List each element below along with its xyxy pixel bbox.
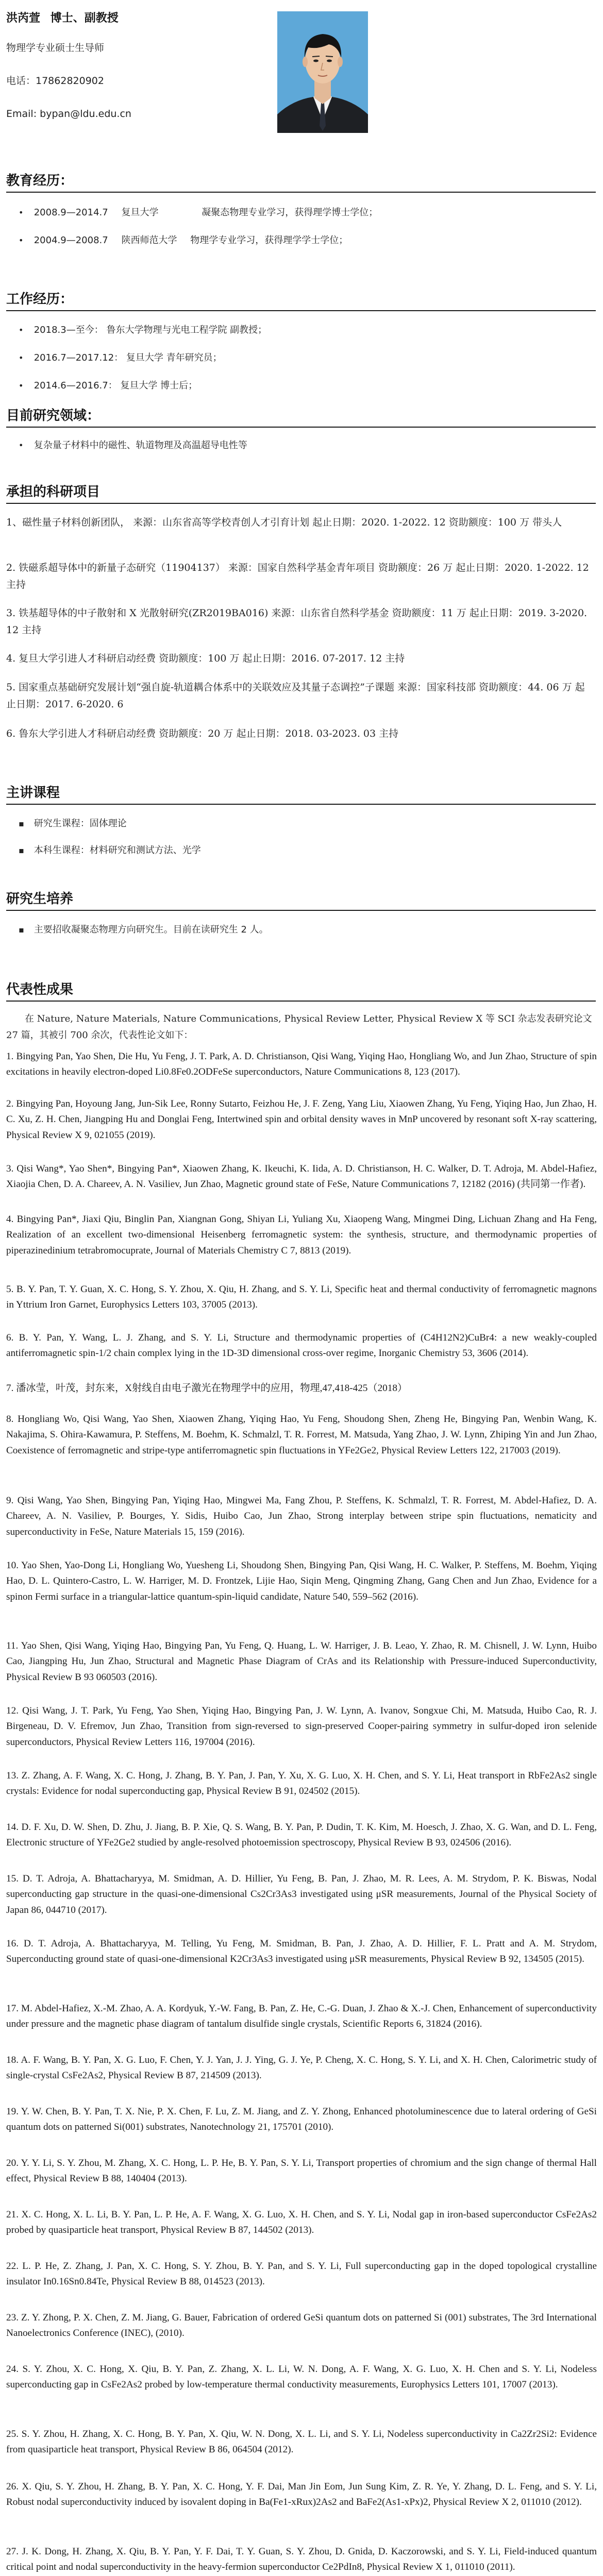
publication-item: 22. L. P. He, Z. Zhang, J. Pan, X. C. Hong, S. Y. Zhou, B. Y. Pan, and S. Y. Li, Full superconducting gap in the doped topological crystalline insulator In0.16Sn0.84Te, Physical Review B 88, 014523 (2013). <box>6 2261 597 2287</box>
profile-header <box>0 0 603 170</box>
publication-item: 16. D. T. Adroja, A. Bhattacharyya, M. Telling, Yu Feng, M. Smidman, B. Pan, J. Zhao, A. D. Hillier, F. L. Pratt and A. M. Strydom, Superconducting ground state of quasi-one-dimensional K2Cr3As3 investigated using μSR measurements, Physical Review B 92, 134505 (2015). <box>6 1938 597 1965</box>
research-rule <box>6 427 596 428</box>
work-item <box>19 350 222 364</box>
students-rule <box>6 910 596 911</box>
research-item <box>19 438 247 451</box>
work-item <box>19 378 197 392</box>
publication-item: 19. Y. W. Chen, B. Y. Pan, T. X. Nie, P. X. Chen, F. Lu, Z. M. Jiang, and Z. Y. Zhong, Enhanced photoluminescence due to lateral ordering of GeSi quantum dots on patterned Si(001) substrates, Nanotechnology 21, 175701 (2010). <box>6 2106 597 2133</box>
publications-heading: 代表性成果 <box>6 982 74 997</box>
bullet-icon: • <box>19 440 24 450</box>
bullet-icon: • <box>19 208 24 217</box>
publication-item: 17. M. Abdel-Hafiez, X.-M. Zhao, A. A. Kordyuk, Y.-W. Fang, B. Pan, Z. He, C.-G. Duan, J. Zhao & X.-J. Chen, Enhancement of superconductivity under pressure and the magnetic phase diagram of tantalum disulfide single crystals, Scientific Reports 6, 31824 (2016). <box>6 2003 597 2030</box>
publication-item: 2. Bingying Pan, Hoyoung Jang, Jun-Sik Lee, Ronny Sutarto, Feizhou He, J. F. Zeng, Yang Liu, Xiaowen Zhang, Yu Feng, Yiqing Hao, Jun Zhao, H. C. Xu, Z. H. Chen, Jiangping Hu and Donglai Feng, Intertwined spin and orbital density waves in MnP uncovered by resonant soft X-ray scattering, Physical Review X 9, 021055 (2019). <box>6 1098 597 1141</box>
publication-item: 8. Hongliang Wo, Qisi Wang, Yao Shen, Xiaowen Zhang, Yiqing Hao, Yu Feng, Shoudong Shen, Zheng He, Bingying Pan, Wenbin Wang, K. Nakajima, S. Ohira-Kawamura, P. Steffens, M. Boehm, K. Schmalzl, T. R. Forrest, M. Matsuda, Yang Zhao, J. W. Lynn, Zhiping Yin and Jun Zhao, Coexistence of ferromagnetic and stripe-type antiferromagnetic spin fluctuations in YFe2Ge2, Physical Review Letters 122, 217003 (2019). <box>6 1414 597 1456</box>
person-name: 洪芮萱 <box>6 12 41 25</box>
publication-item: 13. Z. Zhang, A. F. Wang, X. C. Hong, J. Zhang, B. Y. Pan, J. Pan, Y. Xu, X. G. Luo, X. H. Chen, and S. Y. Li, Heat transport in RbFe2As2 single crystals: Evidence for nodal superconducting gap, Physical Review B 91, 024502 (2015). <box>6 1770 597 1797</box>
bullet-icon: • <box>19 325 24 335</box>
work-period: 2016.7—2017.12： <box>34 352 124 363</box>
work-detail: 复旦大学 博士后； <box>120 380 198 391</box>
students-heading: 研究生培养 <box>6 891 74 907</box>
work-heading: 工作经历： <box>6 292 74 307</box>
work-detail: 鲁东大学物理与光电工程学院 副教授； <box>106 325 267 335</box>
advisor-role: 物理学专业硕士生导师 <box>6 42 105 54</box>
publication-item: 4. Bingying Pan*, Jiaxi Qiu, Binglin Pan, Xiangnan Gong, Shiyan Li, Yuliang Xu, Xiaopeng Wang, Mingmei Ding, Lichuan Zhang and Ha Feng, Realization of an excellent two-dimensional Heisenberg ferromagnetic system: the synthesis, structure, and thermodynamic properties of piperazinedinium tetrabromocuprate, Journal of Materials Chemistry C 7, 8813 (2019). <box>6 1214 597 1256</box>
publication-item: 10. Yao Shen, Yao-Dong Li, Hongliang Wo, Yuesheng Li, Shoudong Shen, Bingying Pan, Qisi Wang, H. C. Walker, P. Steffens, M. Boehm, Yiqing Hao, D. L. Quintero-Castro, L. W. Harriger, M. D. Frontzek, Lijie Hao, Siqin Meng, Qingming Zhang, Gang Chen and Jun Zhao, Evidence for a spinon Fermi surface in a triangular-lattice quantum-spin-liquid candidate, Nature 540, 559–562 (2016). <box>6 1560 597 1602</box>
teaching-item <box>19 816 127 829</box>
bullet-icon: ▪ <box>19 819 24 828</box>
publication-item: 6. B. Y. Pan, Y. Wang, L. J. Zhang, and S. Y. Li, Structure and thermodynamic properties of (C4H12N2)CuBr4: a new weakly-coupled antiferromagnetic spin-1/2 chain complex lying in the 1D-3D dimensional cross-over regime, Inorganic Chemistry 53, 3606 (2014). <box>6 1332 597 1359</box>
research-detail: 复杂量子材料中的磁性、轨道物理及高温超导电性等 <box>34 440 247 451</box>
publication-item: 24. S. Y. Zhou, X. C. Hong, X. Qiu, B. Y. Pan, Z. Zhang, X. L. Li, W. N. Dong, A. F. Wang, X. G. Luo, X. H. Chen and S. Y. Li, Nodeless superconducting gap in CsFe2As2 probed by low-temperature thermal conductivity measurements, Europhysics Letters 101, 17007 (2013). <box>6 2364 597 2391</box>
education-period: 2004.9—2008.7 <box>34 235 108 246</box>
publication-item: 11. Yao Shen, Qisi Wang, Yiqing Hao, Bingying Pan, Yu Feng, Q. Huang, L. W. Harriger, J. B. Leao, Y. Zhao, R. M. Chisnell, J. W. Lynn, Huibo Cao, Jiangping Hu, Jun Zhao, Structural and Magnetic Phase Diagram of CrAs and its Relationship with Pressure-induced Superconductivity, Physical Review B 93 060503 (2016). <box>6 1640 597 1683</box>
work-period: 2018.3—至今： <box>34 325 104 335</box>
publication-item: 21. X. C. Hong, X. L. Li, B. Y. Pan, L. P. He, A. F. Wang, X. G. Luo, X. H. Chen, and S. Y. Li, Nodal gap in iron-based superconductor CsFe2As2 probed by quasiparticle heat transport, Physical Review B 87, 144502 (2013). <box>6 2209 597 2236</box>
teaching-detail: 本科生课程：材料研究和测试方法、光学 <box>34 845 201 856</box>
publication-item: 12. Qisi Wang, J. T. Park, Yu Feng, Yao Shen, Yiqing Hao, Bingying Pan, J. W. Lynn, A. Ivanov, Songxue Chi, M. Matsuda, Huibo Cao, R. J. Birgeneau, D. V. Efremov, Jun Zhao, Transition from sign-reversed to sign-preserved Cooper-pairing symmetry in sulfur-doped iron selenide superconductors, Physical Review Letters 116, 197004 (2016). <box>6 1705 597 1748</box>
publication-item: 5. B. Y. Pan, T. Y. Guan, X. C. Hong, S. Y. Zhou, X. Qiu, H. Zhang, and S. Y. Li, Specific heat and thermal conductivity of ferromagnetic magnons in Yttrium Iron Garnet, Europhysics Letters 103, 37005 (2013). <box>6 1284 597 1311</box>
project-item: 2. 铁磁系超导体中的新量子态研究（11904137） 来源：国家自然科学基金青年项目 资助额度：26 万 起止日期：2020. 1-2022. 12 主持 <box>6 562 589 591</box>
publication-item: 23. Z. Y. Zhong, P. X. Chen, Z. M. Jiang, G. Bauer, Fabrication of ordered GeSi quantum dots on patterned Si (001) substrates, The 3rd International Nanoelectronics Conference (INEC), (2010). <box>6 2312 597 2339</box>
project-item: 4. 复旦大学引进人才科研启动经费 资助额度：100 万 起止日期：2016. 07-2017. 12 主持 <box>6 653 405 664</box>
publication-item: 26. X. Qiu, S. Y. Zhou, H. Zhang, B. Y. Pan, X. C. Hong, Y. F. Dai, Man Jin Eom, Jun Sung Kim, Z. R. Ye, Y. Zhang, D. L. Feng, and S. Y. Li, Robust nodal superconductivity induced by isovalent doping in Ba(Fe1-xRux)2As2 and BaFe2(As1-xPx)2, Physical Review X 2, 011010 (2012). <box>6 2481 597 2508</box>
education-item <box>19 205 378 218</box>
education-rule <box>6 192 596 193</box>
teaching-rule <box>6 804 596 805</box>
publication-item: 3. Qisi Wang*, Yao Shen*, Bingying Pan*, Xiaowen Zhang, K. Ikeuchi, K. Iida, A. D. Christianson, H. C. Walker, D. T. Adroja, M. Abdel-Hafiez, Xiaojia Chen, D. A. Chareev, A. N. Vasiliev, Jun Zhao, Magnetic ground state of FeSe, Nature Communications 7, 12182 (2016) (共同第一作者). <box>6 1163 597 1190</box>
publication-item: 1. Bingying Pan, Yao Shen, Die Hu, Yu Feng, J. T. Park, A. D. Christianson, Qisi Wang, Yiqing Hao, Hongliang Wo, and Jun Zhao, Structure of spin excitations in heavily electron-doped Li0.8Fe0.2ODFeSe superconductors, Nature Communications 8, 123 (2017). <box>6 1051 597 1078</box>
publication-item: 25. S. Y. Zhou, H. Zhang, X. C. Hong, B. Y. Pan, X. Qiu, W. N. Dong, X. L. Li, and S. Y. Li, Nodeless superconductivity in Ca2Zr2Si2: Evidence from quasiparticle heat transport, Physical Review B 86, 064504 (2012). <box>6 2429 597 2455</box>
email-address: Email: bypan@ldu.edu.cn <box>6 108 131 120</box>
bullet-icon: • <box>19 353 24 363</box>
bullet-icon: ▪ <box>19 845 24 855</box>
work-detail: 复旦大学 青年研究员； <box>126 352 222 363</box>
project-item: 1、磁性量子材料创新团队， 来源：山东省高等学校青创人才引育计划 起止日期：2020. 1-2022. 12 资助额度：100 万 带头人 <box>6 517 562 528</box>
work-period: 2014.6—2016.7： <box>34 380 118 391</box>
publication-item: 18. A. F. Wang, B. Y. Pan, X. G. Luo, F. Chen, Y. J. Yan, J. J. Ying, G. J. Ye, P. Cheng, X. C. Hong, S. Y. Li, and X. H. Chen, Calorimetric study of single-crystal CsFe2As2, Physical Review B 87, 214509 (2013). <box>6 2055 597 2081</box>
education-detail: 凝聚态物理专业学习，获得理学博士学位； <box>202 207 378 218</box>
research-heading: 目前研究领域： <box>6 408 100 423</box>
teaching-detail: 研究生课程：固体理论 <box>34 818 127 829</box>
education-school: 陕西师范大学 <box>121 235 177 246</box>
education-item <box>19 233 348 246</box>
work-rule <box>6 310 596 311</box>
bullet-icon: ▪ <box>19 925 24 935</box>
students-detail: 主要招收凝聚态物理方向研究生。目前在读研究生 2 人。 <box>34 924 269 935</box>
education-school: 复旦大学 <box>121 207 159 218</box>
publication-item: 7. 潘冰莹，叶茂，封东来，X射线自由电子激光在物理学中的应用，物理,47,418-425（2018） <box>6 1383 408 1394</box>
publication-item: 15. D. T. Adroja, A. Bhattacharyya, M. Smidman, A. D. Hillier, Yu Feng, B. Pan, J. Zhao, M. R. Lees, A. M. Strydom, P. K. Biswas, Nodal superconducting gap structure in the quasi-one-dimensional Cs2Cr3As3 investigated using μSR measurements, Journal of the Physical Society of Japan 86, 044710 (2017). <box>6 1873 597 1916</box>
bullet-icon: • <box>19 381 24 391</box>
students-item <box>19 922 269 936</box>
projects-heading: 承担的科研项目 <box>6 484 100 500</box>
project-item: 5. 国家重点基础研究发展计划“强自旋-轨道耦合体系中的关联效应及其量子态调控”子课题 来源：国家科技部 资助额度：44. 06 万 起止日期：2017. 6-2020. 6 <box>6 682 585 710</box>
profile-photo <box>277 11 368 133</box>
project-item: 6. 鲁东大学引进人才科研启动经费 资助额度：20 万 起止日期：2018. 03-2023. 03 主持 <box>6 728 399 739</box>
publication-item: 14. D. F. Xu, D. W. Shen, D. Zhu, J. Jiang, B. P. Xie, Q. S. Wang, B. Y. Pan, P. Dudin, T. K. Kim, M. Hoesch, J. Zhao, X. G. Wan, and D. L. Feng, Electronic structure of YFe2Ge2 studied by angle-resolved photoemission spectroscopy, Physical Review B 93, 024506 (2016). <box>6 1822 597 1849</box>
publications-intro: 在 Nature, Nature Materials, Nature Communications, Physical Review Letter, Physical Review X 等 SCI 杂志发表研究论文 27 篇，其被引 700 余次，代表性论文如下： <box>6 1013 592 1041</box>
publication-item: 20. Y. Y. Li, S. Y. Zhou, M. Zhang, X. C. Hong, L. P. He, B. Y. Pan, S. Y. Li, Transport properties of chromium and the sign change of thermal Hall effect, Physical Review B 88, 140404 (2013). <box>6 2158 597 2184</box>
name-title-line <box>6 9 119 25</box>
academic-title: 博士、副教授 <box>50 12 119 25</box>
portrait-illustration <box>277 11 368 133</box>
education-heading: 教育经历： <box>6 173 74 189</box>
education-period: 2008.9—2014.7 <box>34 207 108 218</box>
publication-item: 27. J. K. Dong, H. Zhang, X. Qiu, B. Y. Pan, Y. F. Dai, T. Y. Guan, S. Y. Zhou, D. Gnida, D. Kaczorowski, and S. Y. Li, Field-induced quantum critical point and nodal superconductivity in the heavy-fermion superconductor Ce2PdIn8, Physical Review X 1, 011010 (2011). <box>6 2546 597 2573</box>
bullet-icon: • <box>19 235 24 245</box>
education-detail: 物理学专业学习，获得理学学士学位； <box>190 235 348 246</box>
teaching-heading: 主讲课程 <box>6 785 60 801</box>
publication-item: 9. Qisi Wang, Yao Shen, Bingying Pan, Yiqing Hao, Mingwei Ma, Fang Zhou, P. Steffens, K. Schmalzl, T. R. Forrest, M. Abdel-Hafiez, D. A. Chareev, A. N. Vasiliev, P. Bourges, Y. Sidis, Huibo Cao, Jun Zhao, Strong interplay between stripe spin fluctuations, nematicity and superconductivity in FeSe, Nature Materials 15, 159 (2016). <box>6 1495 597 1537</box>
project-item: 3. 铁基超导体的中子散射和 X 光散射研究(ZR2019BA016) 来源：山东省自然科学基金 资助额度：11 万 起止日期：2019. 3-2020. 12 主持 <box>6 607 588 636</box>
work-item <box>19 323 267 336</box>
teaching-item <box>19 843 201 856</box>
phone-number: 电话：17862820902 <box>6 75 104 87</box>
projects-rule <box>6 503 596 504</box>
publications-rule <box>6 1001 596 1002</box>
